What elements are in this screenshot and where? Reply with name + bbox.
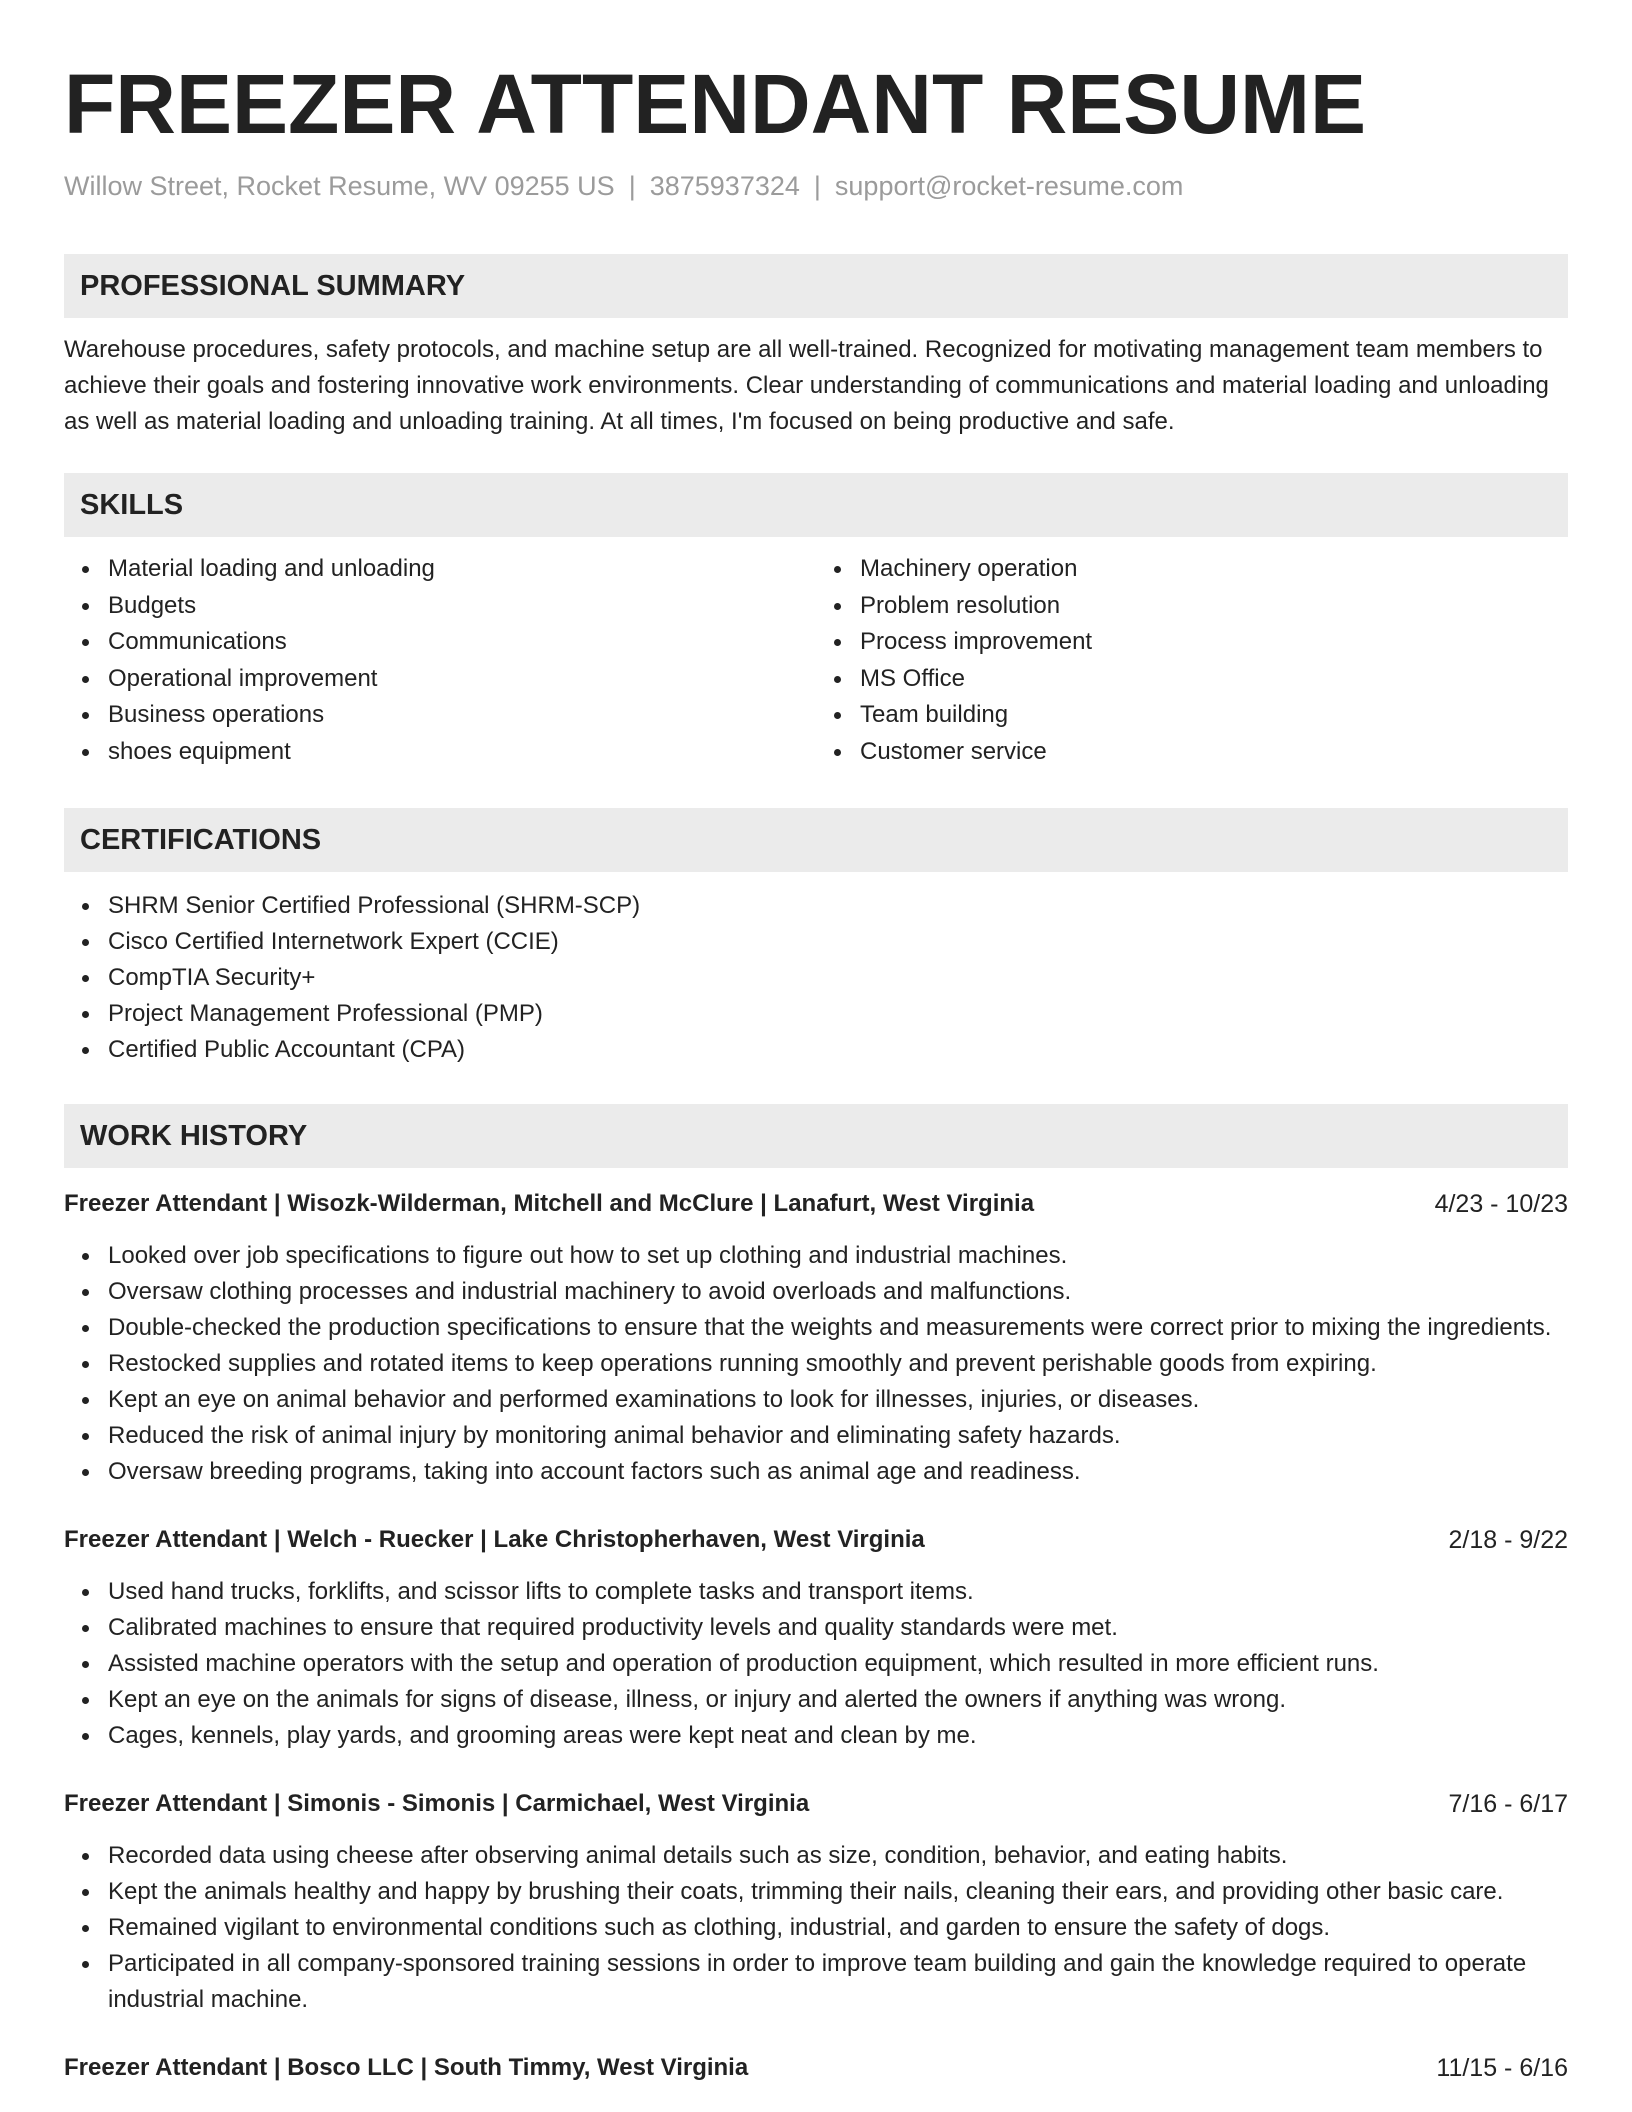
contact-separator: | xyxy=(628,171,636,201)
job-title: Freezer Attendant | Simonis - Simonis | Carmichael, West Virginia xyxy=(64,1790,810,1817)
skill-item: Customer service xyxy=(860,734,1568,771)
job-dates: 4/23 - 10/23 xyxy=(1434,1190,1568,1218)
certification-item: SHRM Senior Certified Professional (SHRM-SCP) xyxy=(108,888,1568,924)
skill-item: Operational improvement xyxy=(108,661,816,698)
job-duty-item: Cages, kennels, play yards, and grooming areas were kept neat and clean by me. xyxy=(108,1718,1568,1754)
job-duty-item: Kept an eye on the animals for signs of disease, illness, or injury and alerted the owners if anything was wrong. xyxy=(108,1682,1568,1718)
job-duty-item: Calibrated machines to ensure that required productivity levels and quality standards were met. xyxy=(108,1610,1568,1646)
job-header xyxy=(64,1524,1568,1556)
job-duty-item: Recorded data using cheese after observing animal details such as size, condition, behavior, and eating habits. xyxy=(108,1838,1568,1874)
skill-item: Machinery operation xyxy=(860,551,1568,588)
skill-item: Business operations xyxy=(108,697,816,734)
skill-item: Budgets xyxy=(108,588,816,625)
certification-item: CompTIA Security+ xyxy=(108,960,1568,996)
job-entry xyxy=(64,1788,1568,2018)
certification-item: Certified Public Accountant (CPA) xyxy=(108,1032,1568,1068)
job-duty-item: Kept the animals healthy and happy by brushing their coats, trimming their nails, cleaning their ears, and providing other basic care. xyxy=(108,1874,1568,1910)
job-entry xyxy=(64,1188,1568,1490)
job-header xyxy=(64,1188,1568,1220)
job-duty-item: Assisted machine operators with the setup and operation of production equipment, which resulted in more efficient runs. xyxy=(108,1646,1568,1682)
skill-item: Problem resolution xyxy=(860,588,1568,625)
skills-column-left xyxy=(64,551,816,770)
skill-item: Process improvement xyxy=(860,624,1568,661)
summary-text: Warehouse procedures, safety protocols, and machine setup are all well-trained. Recognized for motivating management team members to achieve their goals and fostering innovative work environments. Clear understanding of communications and material loading and unloading as well as material loading and unloading training. At all times, I'm focused on being productive and safe. xyxy=(64,336,1549,435)
job-duty-item: Oversaw breeding programs, taking into account factors such as animal age and readiness. xyxy=(108,1454,1568,1490)
job-duty-item: Participated in all company-sponsored training sessions in order to improve team building and gain the knowledge required to operate industrial machine. xyxy=(108,1946,1568,2018)
certification-item: Cisco Certified Internetwork Expert (CCIE) xyxy=(108,924,1568,960)
contact-address: Willow Street, Rocket Resume, WV 09255 US xyxy=(64,171,615,201)
work-history-heading: WORK HISTORY xyxy=(64,1104,1568,1168)
skill-item: MS Office xyxy=(860,661,1568,698)
job-duty-item: Double-checked the production specifications to ensure that the weights and measurements were correct prior to mixing the ingredients. xyxy=(108,1310,1568,1346)
job-dates: 7/16 - 6/17 xyxy=(1448,1790,1568,1818)
skill-item: Material loading and unloading xyxy=(108,551,816,588)
resume-page xyxy=(64,54,1568,2084)
skills-heading: SKILLS xyxy=(64,473,1568,537)
skill-item: Team building xyxy=(860,697,1568,734)
contact-line xyxy=(64,168,1568,204)
job-duties-list xyxy=(64,1838,1568,2018)
job-title: Freezer Attendant | Bosco LLC | South Timmy, West Virginia xyxy=(64,2054,749,2081)
resume-title: FREEZER ATTENDANT RESUME xyxy=(64,57,1366,151)
work-history-list xyxy=(64,1188,1568,2084)
contact-separator: | xyxy=(813,171,821,201)
job-dates: 11/15 - 6/16 xyxy=(1436,2054,1568,2082)
job-duty-item: Looked over job specifications to figure out how to set up clothing and industrial machines. xyxy=(108,1238,1568,1274)
job-dates: 2/18 - 9/22 xyxy=(1448,1526,1568,1554)
job-duties-list xyxy=(64,1238,1568,1490)
job-duty-item: Used hand trucks, forklifts, and scissor lifts to complete tasks and transport items. xyxy=(108,1574,1568,1610)
job-duty-item: Oversaw clothing processes and industrial machinery to avoid overloads and malfunctions. xyxy=(108,1274,1568,1310)
job-header xyxy=(64,2052,1568,2084)
job-duty-item: Kept an eye on animal behavior and performed examinations to look for illnesses, injuries, or diseases. xyxy=(108,1382,1568,1418)
contact-phone: 3875937324 xyxy=(649,171,800,201)
skill-item: Communications xyxy=(108,624,816,661)
certifications-heading: CERTIFICATIONS xyxy=(64,808,1568,872)
job-duty-item: Reduced the risk of animal injury by monitoring animal behavior and eliminating safety hazards. xyxy=(108,1418,1568,1454)
job-title: Freezer Attendant | Wisozk-Wilderman, Mitchell and McClure | Lanafurt, West Virginia xyxy=(64,1190,1035,1217)
certifications-list xyxy=(64,888,1568,1068)
contact-email: support@rocket-resume.com xyxy=(834,171,1184,201)
summary-heading: PROFESSIONAL SUMMARY xyxy=(64,254,1568,318)
skills-list xyxy=(64,551,1568,770)
job-title: Freezer Attendant | Welch - Ruecker | Lake Christopherhaven, West Virginia xyxy=(64,1526,925,1553)
skill-item: shoes equipment xyxy=(108,734,816,771)
job-duties-list xyxy=(64,1574,1568,1754)
job-header xyxy=(64,1788,1568,1820)
skills-column-right xyxy=(816,551,1568,770)
certification-item: Project Management Professional (PMP) xyxy=(108,996,1568,1032)
job-entry xyxy=(64,2052,1568,2084)
job-entry xyxy=(64,1524,1568,1754)
job-duty-item: Restocked supplies and rotated items to keep operations running smoothly and prevent perishable goods from expiring. xyxy=(108,1346,1568,1382)
job-duty-item: Remained vigilant to environmental conditions such as clothing, industrial, and garden to ensure the safety of dogs. xyxy=(108,1910,1568,1946)
